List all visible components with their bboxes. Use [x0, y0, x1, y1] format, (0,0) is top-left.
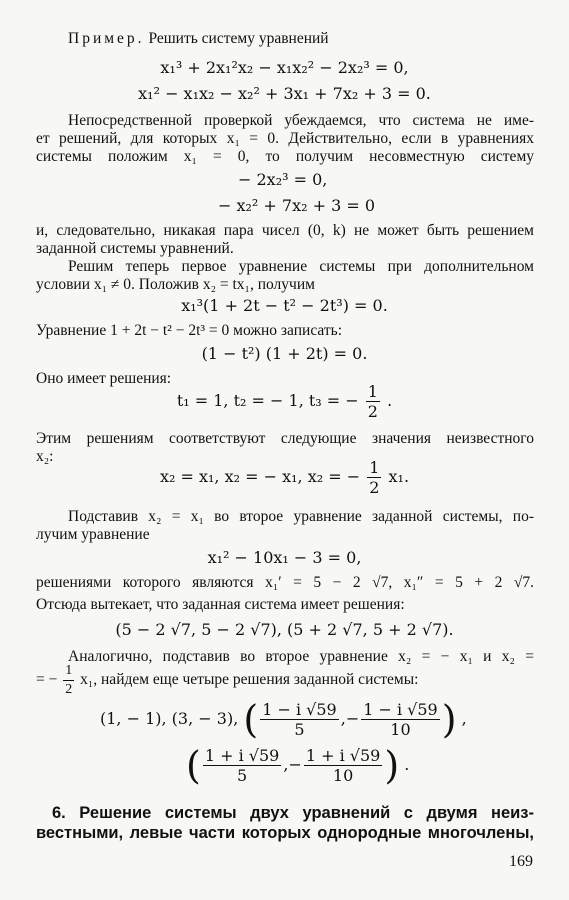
t-solutions-suffix: . [387, 391, 393, 410]
x2-values-suffix: x₁. [388, 467, 410, 486]
complex-frac1 [260, 700, 339, 739]
eq-quadratic: x₁² − 10x₁ − 3 = 0, [207, 548, 362, 567]
section-heading-line2: вестными, левые части которых однородные многочлены, [36, 824, 534, 842]
complex-comma2: , [283, 755, 289, 774]
example-label: Пример. [68, 30, 145, 47]
complex-frac1-num: 1 − i √59 [262, 700, 337, 719]
x2-numerator: 1 [369, 458, 380, 477]
para9-suffix: x₁, найдем еще четыре решения заданной системы: [80, 671, 419, 689]
eq-t: x₁³(1 + 2t − t² − 2t³) = 0. [181, 296, 388, 315]
example-text: Решить систему уравнений [148, 30, 329, 47]
complex-frac3 [203, 746, 282, 785]
para9-numerator: 1 [63, 662, 74, 681]
para9-line1: Аналогично, подставив во второе уравнение x₂ = − x₁ и x₂ = [68, 648, 534, 665]
solutions-plain: (1, − 1), (3, − 3), [100, 709, 239, 728]
complex-end-comma: , [461, 709, 467, 728]
para4: Уравнение 1 + 2t − t² − 2t³ = 0 можно записать: [36, 322, 343, 339]
t3-fraction [366, 382, 380, 421]
complex-end-dot: . [404, 755, 410, 774]
para1-line2: ет решений, для которых x₁ = 0. Действительно, если в уравнениях [36, 130, 534, 147]
page-number: 169 [509, 853, 533, 870]
eq-factored: (1 − t²) (1 + 2t) = 0. [201, 344, 368, 363]
complex-minus1: − [345, 709, 360, 728]
solutions-complex-row2 [186, 743, 410, 788]
complex-frac2-den: 10 [390, 720, 411, 739]
incompat-eq1: − 2x₂³ = 0, [238, 170, 328, 189]
para9-prefix: = − [36, 671, 58, 689]
section-heading-line1: 6. Решение системы двух уравнений с двумя неиз- [52, 804, 534, 822]
para9-fraction [63, 662, 74, 699]
x2-values [0, 458, 569, 497]
para6-line2: x₂: [36, 448, 54, 465]
para6-line1: Этим решениям соответствуют следующие значения неизвестного [36, 430, 534, 447]
t3-denominator: 2 [367, 402, 378, 421]
close-paren-2: ) [384, 743, 400, 788]
para9-denominator: 2 [65, 682, 73, 697]
t3-numerator: 1 [367, 382, 378, 401]
t-solutions [0, 382, 569, 421]
para2-line1: и, следовательно, никакая пара чисел (0, k) не может быть решением [36, 222, 534, 239]
complex-frac4-num: 1 + i √59 [305, 746, 381, 765]
complex-frac1-den: 5 [294, 720, 305, 739]
para5: Оно имеет решения: [36, 370, 172, 387]
x2-values-prefix: x₂ = x₁, x₂ = − x₁, x₂ = − [159, 467, 361, 486]
complex-comma1: , [340, 709, 346, 728]
para8: Отсюда вытекает, что заданная система имеет решения: [36, 596, 405, 613]
open-paren: ( [243, 697, 259, 742]
complex-frac3-num: 1 + i √59 [204, 746, 280, 765]
open-paren-2: ( [186, 743, 201, 788]
complex-frac2 [361, 700, 440, 739]
para3-line1: Решим теперь первое уравнение системы при дополнительном [68, 258, 534, 275]
solutions-real: (5 − 2 √7, 5 − 2 √7), (5 + 2 √7, 5 + 2 √7). [115, 620, 454, 639]
complex-frac4-den: 10 [332, 766, 354, 785]
x2-fraction [367, 458, 381, 497]
solutions-complex-row1 [100, 697, 467, 742]
para7-line1: Подставив x₂ = x₁ во второе уравнение заданной системы, по- [68, 508, 534, 525]
system-eq2: x₁² − x₁x₂ − x₂² + 3x₁ + 7x₂ + 3 = 0. [138, 84, 431, 103]
para7-line2: лучим уравнение [36, 526, 150, 543]
para9-line2 [36, 662, 418, 699]
close-paren: ) [441, 697, 457, 742]
example-intro [68, 30, 329, 48]
para1-line1: Непосредственной проверкой убеждаемся, что система не име- [68, 112, 534, 129]
para2-line2: заданной системы уравнений. [36, 240, 234, 257]
complex-minus2: − [288, 755, 302, 774]
roots-line: решениями которого являются x₁′ = 5 − 2 √7, x₁″ = 5 + 2 √7. [36, 574, 534, 591]
complex-frac3-den: 5 [236, 766, 248, 785]
system-eq1: x₁³ + 2x₁²x₂ − x₁x₂² − 2x₂³ = 0, [160, 58, 409, 77]
incompat-eq2: − x₂² + 7x₂ + 3 = 0 [218, 196, 376, 215]
complex-frac2-num: 1 − i √59 [363, 700, 438, 719]
x2-denominator: 2 [369, 478, 380, 497]
para3-line2: условии x₁ ≠ 0. Положив x₂ = tx₁, получим [36, 276, 315, 293]
para1-line3: системы положим x₁ = 0, то получим несовместную систему [36, 148, 534, 165]
complex-frac4 [304, 746, 383, 785]
t-solutions-prefix: t₁ = 1, t₂ = − 1, t₃ = − [176, 391, 359, 410]
